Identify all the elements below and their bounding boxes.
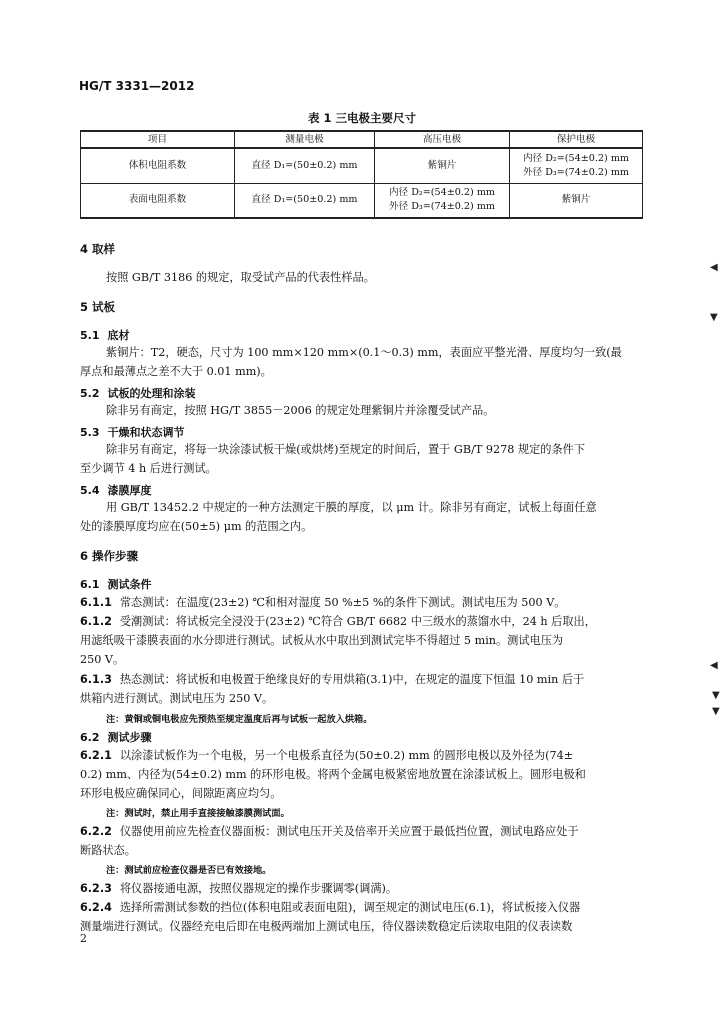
paragraph-line: 紫铜片：T2，硬态，尺寸为 100 mm×120 mm×(0.1～0.3) mm，表面应平整光滑、厚度均匀一致(最 — [106, 346, 622, 359]
clause-number: 6.1.1 — [80, 596, 112, 609]
subsection-heading — [80, 729, 152, 745]
note: 注：测试前应检查仪器是否已有效接地。 — [106, 865, 272, 876]
paragraph-line: 除非另有商定，按照 HG/T 3855－2006 的规定处理紫铜片并涂覆受试产品。 — [106, 404, 495, 417]
cell-guard-line: 内径 D₂=(54±0.2) mm — [522, 152, 630, 164]
subsection-heading — [80, 327, 130, 343]
subsection-heading — [80, 482, 152, 498]
table-row — [81, 148, 643, 183]
paragraph-line: 测量端进行测试。仪器经充电后即在电极两端加上测试电压，待仪器读数稳定后读取电阻的仪表读数 — [80, 920, 573, 933]
section-5-heading: 5 试板 — [80, 300, 116, 314]
cell-item: 表面电阻系数 — [81, 183, 235, 218]
cell-guard: 紫铜片 — [510, 183, 643, 218]
col-header-high-voltage-electrode: 高压电极 — [375, 131, 510, 148]
margin-mark-icon: ◀ — [710, 262, 718, 273]
paragraph: 按照 GB/T 3186 的规定，取受试产品的代表性样品。 — [106, 271, 375, 284]
clause-text: 以涂漆试板作为一个电极，另一个电极系直径为(50±0.2) mm 的圆形电极以及外径为(74± — [119, 749, 574, 762]
clause-number: 5.1 — [80, 329, 100, 342]
clause-number: 5.2 — [80, 387, 100, 400]
clause-number: 6.1.2 — [80, 615, 112, 628]
note: 注：黄铜或铜电极应先预热至规定温度后再与试板一起放入烘箱。 — [106, 714, 373, 725]
cell-high-voltage: 紫铜片 — [375, 148, 510, 183]
clause-6-1-2 — [80, 613, 645, 630]
col-header-measure-electrode: 测量电极 — [235, 131, 375, 148]
cell-high-voltage — [375, 183, 510, 218]
margin-mark-icon: ▼ — [712, 690, 720, 701]
table-caption: 表 1 三电极主要尺寸 — [307, 111, 416, 125]
clause-title: 底材 — [107, 329, 130, 342]
table-header-row — [81, 131, 643, 148]
clause-number: 6.2.3 — [80, 882, 112, 895]
clause-number: 6.2 — [80, 731, 100, 744]
cell-measure: 直径 D₁=(50±0.2) mm — [235, 183, 375, 218]
clause-6-1-1 — [80, 594, 645, 611]
paragraph-line: 断路状态。 — [80, 844, 136, 857]
paragraph-line: 用滤纸吸干漆膜表面的水分即进行测试。试板从水中取出到测试完毕不得超过 5 min。测试电压为 — [80, 634, 564, 647]
clause-text: 仪器使用前应先检查仪器面板：测试电压开关及倍率开关应置于最低挡位置，测试电路应处于 — [119, 825, 579, 838]
paragraph-line: 用 GB/T 13452.2 中规定的一种方法测定干膜的厚度，以 μm 计。除非另有商定，试板上每面任意 — [106, 501, 597, 514]
paragraph-line: 厚点和最薄点之差不大于 0.01 mm)。 — [80, 365, 272, 378]
cell-item: 体积电阻系数 — [81, 148, 235, 183]
clause-title: 漆膜厚度 — [107, 484, 152, 497]
clause-text: 热态测试：将试板和电极置于绝缘良好的专用烘箱(3.1)中，在规定的温度下恒温 10 min 后于 — [119, 673, 585, 686]
paragraph-line: 烘箱内进行测试。测试电压为 250 V。 — [80, 692, 274, 705]
clause-text: 将仪器接通电源，按照仪器规定的操作步骤调零(调满)。 — [119, 882, 398, 895]
margin-mark-icon: ▼ — [712, 706, 720, 717]
electrode-dimensions-table — [80, 130, 643, 219]
cell-high-voltage-line: 外径 D₃=(74±0.2) mm — [388, 201, 496, 213]
clause-number: 6.2.2 — [80, 825, 112, 838]
cell-guard — [510, 148, 643, 183]
paragraph-line: 环形电极应确保同心，间隙距离应均匀。 — [80, 787, 282, 800]
clause-6-1-3 — [80, 671, 645, 688]
clause-title: 试板的处理和涂装 — [107, 387, 196, 400]
section-4-heading: 4 取样 — [80, 242, 116, 256]
clause-6-2-1 — [80, 747, 645, 764]
col-header-guard-electrode: 保护电极 — [510, 131, 643, 148]
clause-number: 6.1 — [80, 578, 100, 591]
cell-measure: 直径 D₁=(50±0.2) mm — [235, 148, 375, 183]
page-number: 2 — [80, 932, 87, 945]
clause-title: 测试步骤 — [107, 731, 152, 744]
clause-text: 选择所需测试参数的挡位(体积电阻或表面电阻)，调至规定的测试电压(6.1)，将试板接入仪器 — [119, 901, 581, 914]
clause-6-2-4 — [80, 899, 645, 916]
paragraph-line: 处的漆膜厚度均应在(50±5) μm 的范围之内。 — [80, 520, 313, 533]
clause-6-2-2 — [80, 823, 645, 840]
clause-number: 6.2.4 — [80, 901, 112, 914]
clause-number: 5.3 — [80, 426, 100, 439]
clause-number: 6.1.3 — [80, 673, 112, 686]
clause-6-2-3 — [80, 880, 645, 897]
subsection-heading — [80, 424, 185, 440]
cell-high-voltage-line: 内径 D₂=(54±0.2) mm — [388, 187, 496, 199]
paragraph-line: 250 V。 — [80, 653, 125, 666]
col-header-item: 项目 — [81, 131, 235, 148]
clause-title: 测试条件 — [107, 578, 152, 591]
cell-guard-line: 外径 D₃=(74±0.2) mm — [522, 166, 630, 178]
margin-mark-icon: ▼ — [710, 312, 718, 323]
subsection-heading — [80, 576, 152, 592]
clause-title: 干燥和状态调节 — [107, 426, 185, 439]
table-row — [81, 183, 643, 218]
clause-text: 常态测试：在温度(23±2) ℃和相对湿度 50 %±5 %的条件下测试。测试电压为 500 V。 — [119, 596, 566, 609]
paragraph-line: 至少调节 4 h 后进行测试。 — [80, 462, 217, 475]
paragraph-line: 0.2) mm、内径为(54±0.2) mm 的环形电极。将两个金属电极紧密地放置在涂漆试板上。圆形电极和 — [80, 768, 586, 781]
clause-number: 5.4 — [80, 484, 100, 497]
clause-text: 受潮测试：将试板完全浸没于(23±2) ℃符合 GB/T 6682 中三级水的蒸馏水中，24 h 后取出， — [119, 615, 596, 628]
note: 注：测试时，禁止用手直接接触漆膜测试面。 — [106, 808, 290, 819]
margin-mark-icon: ◀ — [710, 660, 718, 671]
standard-code: HG/T 3331—2012 — [79, 79, 195, 93]
subsection-heading — [80, 385, 196, 401]
paragraph-line: 除非另有商定，将每一块涂漆试板干燥(或烘烤)至规定的时间后，置于 GB/T 9278 规定的条件下 — [106, 443, 586, 456]
section-6-heading: 6 操作步骤 — [80, 549, 139, 563]
clause-number: 6.2.1 — [80, 749, 112, 762]
